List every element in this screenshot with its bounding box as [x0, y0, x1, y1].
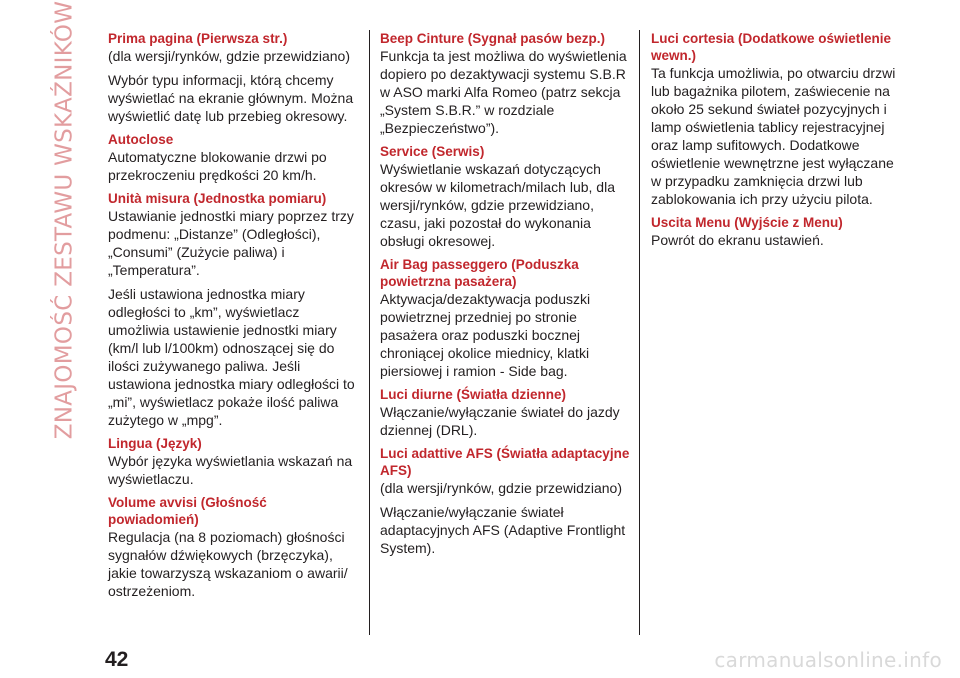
- section-paragraph: Regulacja (na 8 poziomach) głośności sygnałów dźwiękowych (brzęczyka), jakie towarzyszą wskazaniom o awarii/ ostrzeżeniom.: [108, 529, 348, 599]
- section-heading: Service (Serwis): [380, 144, 485, 159]
- section-autoclose: [108, 131, 360, 184]
- text-column-2: [380, 30, 630, 563]
- site-watermark: carmanualsonline.info: [714, 648, 942, 672]
- section-heading: Autoclose: [108, 132, 174, 147]
- section-luci-cortesia: [651, 30, 896, 208]
- section-paragraph: (dla wersji/rynków, gdzie przewidziano): [380, 480, 622, 496]
- section-heading: Volume avvisi (Głośność powiadomień): [108, 495, 267, 527]
- section-heading: Lingua (Język): [108, 436, 202, 451]
- section-luci-adattive-afs: [380, 445, 630, 557]
- section-heading: Luci adattive AFS (Światła adaptacyjne AFS): [380, 446, 630, 478]
- section-heading: Luci cortesia (Dodatkowe oświetlenie wewn.): [651, 31, 892, 63]
- section-paragraph: Włączanie/wyłączanie świateł do jazdy dziennej (DRL).: [380, 404, 620, 438]
- section-lingua: [108, 435, 360, 488]
- section-paragraph: Ustawianie jednostki miary poprzez trzy podmenu: „Distanze” (Odległości), „Consumi” (Zużycie paliwa) i „Temperatura”.: [108, 208, 354, 278]
- section-paragraph: Funkcja ta jest możliwa do wyświetlenia dopiero po dezaktywacji systemu S.B.R w ASO marki Alfa Romeo (patrz sekcja „System S.B.R.” w rozdziale „Bezpieczeństwo”).: [380, 48, 627, 136]
- section-volume-avvisi: [108, 494, 360, 600]
- section-unita-misura: [108, 190, 360, 429]
- section-paragraph: (dla wersji/rynków, gdzie przewidziano): [108, 48, 350, 64]
- section-uscita-menu: [651, 214, 896, 249]
- section-prima-pagina: [108, 30, 360, 125]
- section-heading: Prima pagina (Pierwsza str.): [108, 31, 288, 46]
- section-paragraph: Wybór typu informacji, którą chcemy wyświetlać na ekranie głównym. Można wyświetlić datę lub przebieg okresowy.: [108, 72, 354, 124]
- section-paragraph: Jeśli ustawiona jednostka miary odległości to „km”, wyświetlacz umożliwia ustawienie jednostki miary (km/l lub l/100km) odnoszącej się do ilości zużywanego paliwa. Jeśli ustawiona jednostka miary odległości to „mi”, wyświetlacz pokaże ilość paliwa zużytego w „mpg”.: [108, 286, 355, 428]
- text-column-1: [108, 30, 360, 606]
- section-heading: Luci diurne (Światła dzienne): [380, 387, 567, 402]
- page-number: 42: [105, 648, 129, 671]
- section-air-bag-passeggero: [380, 256, 630, 380]
- section-heading: Unità misura (Jednostka pomiaru): [108, 191, 327, 206]
- text-column-3: [651, 30, 896, 255]
- section-heading: Uscita Menu (Wyjście z Menu): [651, 215, 843, 230]
- section-heading: Beep Cinture (Sygnał pasów bezp.): [380, 31, 606, 46]
- section-paragraph: Wyświetlanie wskazań dotyczących okresów w kilometrach/milach lub, dla wersji/rynków, gdzie przewidziano, czasu, jaki pozostał do wykonania obsługi okresowej.: [380, 161, 615, 249]
- section-paragraph: Automatyczne blokowanie drzwi po przekroczeniu prędkości 20 km/h.: [108, 149, 327, 183]
- section-paragraph: Powrót do ekranu ustawień.: [651, 232, 824, 248]
- section-paragraph: Ta funkcja umożliwia, po otwarciu drzwi lub bagażnika pilotem, zaświecenie na około 25 sekund świateł pozycyjnych i lamp oświetlenia tablicy rejestracyjnej oraz lamp sufitowych. Dodatkowe oświetlenie wewnętrzne jest wyłączane w przypadku zamknięcia drzwi lub zablokowania ich przy użyciu pilota.: [651, 65, 896, 207]
- section-paragraph: Aktywacja/dezaktywacja poduszki powietrznej przedniej po stronie pasażera oraz poduszki bocznej chroniącej okolice miednicy, klatki piersiowej i ramion - Side bag.: [380, 291, 591, 379]
- section-paragraph: Włączanie/wyłączanie świateł adaptacyjnych AFS (Adaptive Frontlight System).: [380, 504, 626, 556]
- chapter-side-tab: [44, 0, 84, 440]
- section-beep-cinture: [380, 30, 630, 137]
- section-paragraph: Wybór języka wyświetlania wskazań na wyświetlaczu.: [108, 453, 353, 487]
- chapter-title: ZNAJOMOŚĆ ZESTAWU WSKAŹNIKÓW: [51, 0, 77, 440]
- section-service: [380, 143, 630, 250]
- column-divider-2: [639, 30, 640, 635]
- section-heading: Air Bag passeggero (Poduszka powietrzna pasażera): [380, 257, 579, 289]
- section-luci-diurne: [380, 386, 630, 439]
- column-divider-1: [369, 30, 370, 635]
